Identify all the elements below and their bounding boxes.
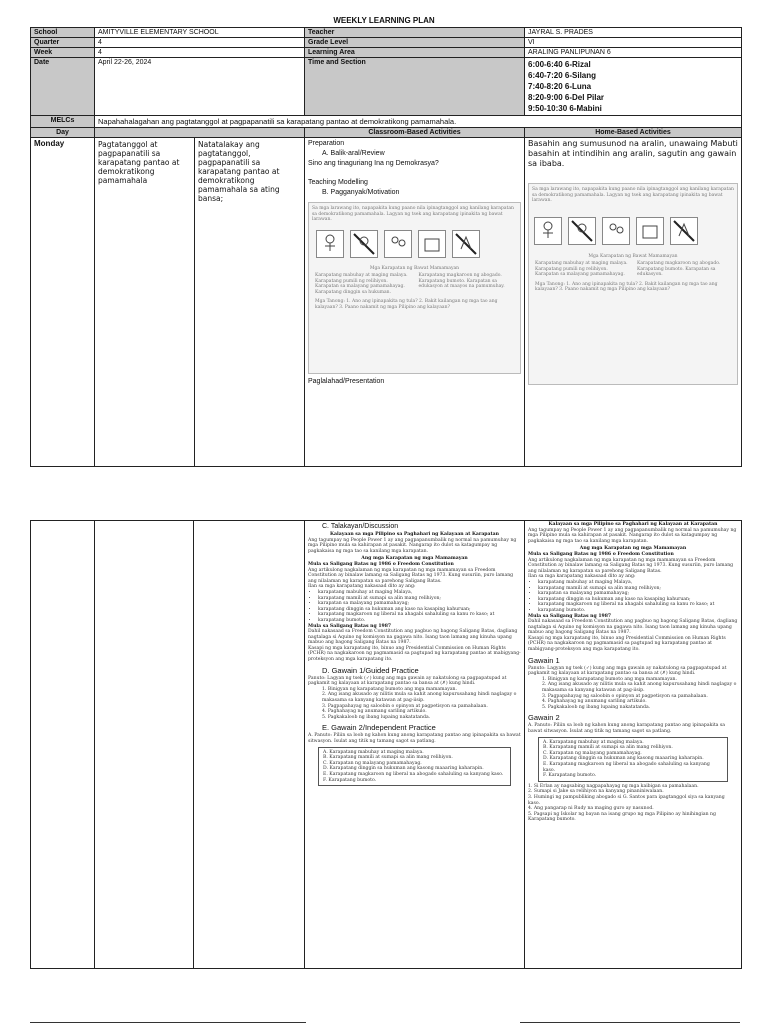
list-item: 5. Pagkakaloob ng ibang lupaing nakatatanda. xyxy=(322,714,431,720)
topic-text: Natatalakay ang pagtatanggol, pagpapanatili sa karapatang pantao at demokratikong pamamahala sa ating bansa; xyxy=(198,140,280,203)
bullets-lead: Ilan sa mga karapatang nakasaad dito ay ang: xyxy=(528,574,636,580)
list-item: F. Karapatang bumoto. xyxy=(323,777,377,783)
bullets-lead: Ilan sa mga karapatang nakasaad dito ay ang: xyxy=(308,584,416,590)
list-item: A. Karapatang mabuhay at maging malaya. xyxy=(323,749,424,755)
list-item: 1. Binigyan ng karapatang bumoto ang mga mamamayan. xyxy=(542,676,677,682)
list-item: • karapatan sa malayang pamamahayag; xyxy=(538,591,738,597)
list-item: 1. Si Erlan ay nagsabing nagpapahayag ng mga kaibigan sa pamahalaan. xyxy=(528,783,699,789)
article-subhead: Mula sa Saligang Batas ng 1987 xyxy=(528,613,612,619)
list-item: C. Karapatan ng malayang pamamahayag. xyxy=(543,750,642,756)
list-item: 5. Pagkakaloob ng ibang lupaing nakatatanda. xyxy=(542,704,651,710)
independent-directions: A. Panuto: Piliin sa loob ng kahon kung anong karapatang pantao ang ipinapakita sa bawat sitwasyon. Isulat ang titik ng tamang sagot sa patlang. xyxy=(528,723,725,734)
choices-box xyxy=(538,737,728,782)
school-value: AMITYVILLE ELEMENTARY SCHOOL xyxy=(95,28,305,38)
weekly-plan-table-page2 xyxy=(30,520,742,969)
worksheet-picture xyxy=(670,217,698,245)
melcs-text: Napahahalagahan ang pagtatanggol at pagpapanatili sa karapatang pantao at demokratikong pamamahala. xyxy=(95,116,742,128)
list-item: • karapatang mabuhay at maging Malaya, xyxy=(318,590,521,596)
guided-directions: Panuto: Lagyan ng tsek (✓) kung ang mga gawain ay nakatulong sa pagpapatupad at pagkamit ng kalayaan at karapatang pantao sa bansa at (✗) kung hindi. xyxy=(308,675,507,687)
day-cell-blank xyxy=(31,521,95,969)
list-item: • karapatang mamili at sumapi sa alin mang relihiyon; xyxy=(538,586,738,592)
worksheet-picture xyxy=(316,230,344,258)
area-label: Learning Area xyxy=(305,48,525,58)
list-item: B. Karapatang mamili at sumapi sa alin mang relihiyon. xyxy=(323,755,453,761)
article-paragraph: Ang artikulong nagkalaman ng mga karapatan ng mga mamamayan sa Freedom Constitution ay binalaw lamang sa Saligang Batas ng 1973. Kung susuriin, puro lamang ang nilalaman ng karapatan sa parehong Saligang Batas. xyxy=(308,567,514,584)
list-item: • karapatan sa malayang pamamahayag; xyxy=(318,601,521,607)
article-paragraph: Kasapi ng mga karapatang ito, binuo ang Presidential Commission on Human Rights (PCHR) na nagkakaroon ng pagmamasid sa pagtupad ng karapatang pantao at mabigyang-proteksyon ang mga karapatang ito. xyxy=(528,635,726,653)
list-item: C. Karapatan ng malayang pamamahayag. xyxy=(323,760,422,766)
list-item: • karapatang bumoto. xyxy=(538,608,738,614)
worksheet-picture xyxy=(452,230,480,258)
week-value: 4 xyxy=(95,48,305,58)
article-title: Kalayaan sa mga Pilipino sa Paghahari ng Kalayaan at Karapatan xyxy=(330,532,499,537)
worksheet-picture xyxy=(568,217,596,245)
worksheet-picture xyxy=(418,230,446,258)
preparation-heading: Preparation xyxy=(308,140,345,147)
worksheet-picture xyxy=(602,217,630,245)
list-item: • karapatang dinggin sa hukuman ang kaso na kasaping kahuruan; xyxy=(318,607,521,613)
list-item: • karapatang dinggin sa hukuman ang kaso na kasaping kahuruan; xyxy=(538,597,738,603)
rights-list xyxy=(308,590,521,624)
list-item: B. Karapatang mamili at sumapi sa alin mang relihiyon. xyxy=(543,745,673,751)
list-item: 2. Sumapi si Jake sa relihiyon na kanyang pinaniniwalaan. xyxy=(528,789,664,795)
article-intro: Ang tagumpay ng People Power 1 ay ang pagpapanumbalik ng normal na pamumuhay ng mga Pilipino mula sa kahirapan at pasakit. Nangarap ito dulot sa katagumpay ng pagkakaisa ng mga tao sa kanilang mga karapatan. xyxy=(308,537,517,554)
worksheet-picture xyxy=(384,230,412,258)
date-label: Date xyxy=(31,58,95,116)
list-item: 3. Pagpapahayag ng saloobin o opinyon at pagpetisyon sa pamahalaan. xyxy=(542,693,708,699)
list-item: • karapatang bumoto. xyxy=(318,618,521,624)
week-label: Week xyxy=(31,48,95,58)
guided-directions: Panuto: Lagyan ng tsek (✓) kung ang mga gawain ay nakatulong sa pagpapatupad at pagkamit ng kalayaan at karapatang pantao sa bansa at (✗) kung hindi. xyxy=(528,665,727,677)
article-intro: Ang tagumpay ng People Power 1 ay ang pagpapanumbalik ng normal na pamumuhay ng mga Pilipino mula sa kahirapan at pasakit. Nangarap ito dulot sa katagumpay ng pagkakaisa ng mga tao sa kanilang mga karapatan. xyxy=(528,527,737,544)
date-value: April 22-26, 2024 xyxy=(95,58,305,116)
article-subhead: Mula sa Saligang Batas ng 1987 xyxy=(308,623,392,629)
melcs-label: MELCs xyxy=(31,116,95,128)
guided-practice-item: D. Gawain 1/Guided Practice xyxy=(322,665,419,675)
time-slot: 6:00-6:40 6-Rizal xyxy=(528,60,591,69)
guided-items xyxy=(528,677,738,711)
home-activities xyxy=(525,138,742,467)
home-header: Home-Based Activities xyxy=(525,128,742,138)
home-gawain2-heading: Gawain 2 xyxy=(528,713,560,723)
objective-cells xyxy=(95,138,305,467)
article-paragraph: Kasapi ng mga karapatang ito, binuo ang Presidential Commission on Human Rights (PCHR) na nagkakaroon ng pagmamasid sa pagtupad ng karapatang pantao at mabigyang-proteksyon ang mga karapatang ito. xyxy=(308,645,521,663)
list-item: • karapatang mabuhay at maging Malaya, xyxy=(538,580,738,586)
time-slot: 8:20-9:00 6-Del Pilar xyxy=(528,93,605,102)
modelling-heading: Teaching Modelling xyxy=(308,179,368,186)
list-item: F. Karapatang bumoto. xyxy=(543,773,597,779)
list-item: • karapatang magkaroon ng liberal na ahagabi sahaluling sa kanu ro kaso; at xyxy=(318,612,521,618)
list-item: 5. Pagsapi ng Iskolar ng bayan na isang grupo ng mga Pilipino ay hinihingian ng Karapatang bumoto. xyxy=(528,811,716,823)
motivation-worksheet-image: Sa mga larawang ito, napapakita kung paano nila ipinagtanggol ang kanilang karapatan sa demokratikong pamamahala. Lagyan ng tsek ang karapatang ipinakita ng bawat larawan. Mga Karapatan ng Bawat Mamamayan Karapatang mabuhay at maging malaya. Karapatang pumili ng relihiyon. Karapatan sa malayang pamamahayag. Karapatang dinggin sa hukuman. Karapatang magkaroon ng abogado. Karapatang bumoto. Karapatan sa edukasyon at maayos na pamumuhay. Mga Tanong: 1. Ano ang ipinapakita ng tula? 2. Bakit kailangan ng mga tao ang kalayaan? 3. Paano nakamit ng mga Pilipino ang kalayaan? xyxy=(308,202,521,374)
home-article xyxy=(528,522,738,653)
quarter-label: Quarter xyxy=(31,38,95,48)
article-subhead: Ang mga Karapatan ng mga Mamamayan xyxy=(579,546,687,552)
discussion-item: C. Talakayan/Discussion xyxy=(322,523,399,530)
list-item: 4. Paghahayag ng anumang sariling artikulo. xyxy=(542,699,647,705)
home-worksheet-image: Sa mga larawang ito, napapakita kung paano nila ipinagtanggol ang kanilang karapatan sa demokratikong pamamahala. Lagyan ng tsek ang karapatang ipinakita ng bawat larawan. Mga Karapatan ng Bawat Mamamayan Karapatang mabuhay at maging malaya. Karapatang pumili ng relihiyon. Karapatan sa malayang pamamahayag. Karapatang magkaroon ng abogado. Karapatang bumoto. Karapatan sa edukasyon. Mga Tanong: 1. Ano ang ipinapakita ng tula? 2. Bakit kailangan ng mga tao ang kalayaan? 3. Paano nakamit ng mga Pilipino ang kalayaan? xyxy=(528,183,738,385)
grade-value: VI xyxy=(525,38,742,48)
review-question: Sino ang tinaguriang Ina ng Demokrasya? xyxy=(308,160,439,167)
rights-list xyxy=(528,580,738,614)
list-item: 3. Humingi ng pampubliking abogado si G. Santos para ipagtanggol siya sa kanyang kaso. xyxy=(528,794,725,806)
list-item: D. Karapatang dinggin sa hukuman ang kasong maaaring kaharapin. xyxy=(543,756,704,762)
school-label: School xyxy=(31,28,95,38)
home-gawain1-heading: Gawain 1 xyxy=(528,655,560,665)
motivation-item: B. Pagganyak/Motivation xyxy=(322,189,400,196)
list-item: 2. Ang isang akusado ay nilitis mula sa kahit anong kapurusahang hindi naglagay o makasama sa kanyang katawan at pag-iisip. xyxy=(542,682,737,694)
article-subhead: Ang mga Karapatan ng mga Mamamayan xyxy=(361,556,468,562)
article-subhead: Mula sa Saligang Batas ng 1986 o Freedom Constitution xyxy=(528,551,674,557)
time-list xyxy=(525,58,742,116)
objective-text: Pagtatanggol at pagpapanatili sa karapatang pantao at demokratikong pamamahala xyxy=(95,138,195,466)
list-item: • karapatang mamili at sumapi sa alin mang relihiyon; xyxy=(318,596,521,602)
home-instructions: Basahin ang sumusunod na aralin, unawaing Mabuti basahin at intindihin ang aralin, sagutin ang gawain sa ibaba. xyxy=(528,139,738,168)
discussion-article xyxy=(308,532,521,663)
list-item: E. Karapatang magkaroon ng liberal na abogado sahaluling sa kanyang kaso. xyxy=(543,761,710,773)
article-paragraph: Ang artikulong nagkalaman ng mga karapatan ng mga mamamayan sa Freedom Constitution ay binalaw lamang sa Saligang Batas ng 1973. Kung susuriin, puro lamang ang nilalaman ng karapatan sa parehong Saligang Batas. xyxy=(528,557,734,574)
presentation-heading: Paglalahad/Presentation xyxy=(308,378,385,385)
day-header: Day xyxy=(31,128,95,138)
signature-line xyxy=(520,1022,740,1023)
list-item: 3. Pagpapahayag ng saloobin o opinyon at pagpetisyon sa pamahalaan. xyxy=(322,703,488,709)
time-slot: 6:40-7:20 6-Silang xyxy=(528,71,597,80)
choices-box xyxy=(318,747,511,787)
quarter-value: 4 xyxy=(95,38,305,48)
worksheet-picture xyxy=(350,230,378,258)
list-item: E. Karapatang magkaroon ng liberal na abogado sahaluling sa kanyang kaso. xyxy=(323,771,504,777)
topic-cell-blank xyxy=(194,521,305,969)
page-title: WEEKLY LEARNING PLAN xyxy=(333,16,435,25)
list-item: D. Karapatang dinggin sa hukuman ang kasong maaaring kaharapin. xyxy=(323,766,484,772)
list-item: • karapatang magkaroon ng liberal na ahagabi sahaluling sa kanu ro kaso; at xyxy=(538,602,738,608)
list-item: 2. Ang isang akusado ay nilitis mula sa kahit anong kapurusahang hindi naglagay o makasama sa kanyang katawan at pag-iisip. xyxy=(322,692,517,704)
independent-directions: A. Panuto: Piliin sa loob ng kahon kung anong karapatang pantao ang ipinapakita sa bawat sitwasyon. Isulat ang titik ng tamang sagot sa patlang. xyxy=(308,733,521,744)
objective-cell-blank xyxy=(95,521,194,969)
teacher-label: Teacher xyxy=(305,28,525,38)
weekly-plan-table-page1 xyxy=(30,27,742,467)
time-slot: 9:50-10:30 6-Mabini xyxy=(528,104,602,113)
area-value: ARALING PANLIPUNAN 6 xyxy=(525,48,742,58)
article-title: Kalayaan sa mga Pilipino sa Paghahari ng Kalayaan at Karapatan xyxy=(548,522,718,527)
time-label: Time and Section xyxy=(305,58,525,116)
blank-header xyxy=(95,128,305,138)
classroom-activities-cont xyxy=(305,521,525,969)
list-item: 1. Binigyan ng karapatang bumoto ang mga mamamayan. xyxy=(322,686,457,692)
worksheet-picture xyxy=(534,217,562,245)
time-slot: 7:40-8:20 6-Luna xyxy=(528,82,592,91)
classroom-activities xyxy=(305,138,525,467)
list-item: 4. Paghahayag ng anumang sariling artikulo. xyxy=(322,709,427,715)
grade-label: Grade Level xyxy=(305,38,525,48)
review-item: A. Balik-aral/Review xyxy=(322,150,385,157)
guided-items xyxy=(308,687,521,721)
day-monday: Monday xyxy=(31,138,95,467)
teacher-value: JAYRAL S. PRADES xyxy=(525,28,742,38)
situation-items xyxy=(528,784,738,823)
article-paragraph: Dahil nakasaad sa Freedom Constitution ang pagbuo ng bagong Saligang Batas, dagliang nagtalaga si Aquino ng komisyon na gagawa nito. Isang taon lamang ang kinuha upang mabuo ang bagong Saligang Batas na 1987. xyxy=(308,629,518,646)
independent-practice-item: E. Gawain 2/Independent Practice xyxy=(322,723,436,733)
article-subhead: Mula sa Saligang Batas ng 1986 o Freedom Constitution xyxy=(308,561,454,567)
list-item: A. Karapatang mabuhay at maging malaya. xyxy=(543,739,644,745)
article-paragraph: Dahil nakasaad sa Freedom Constitution ang pagbuo ng bagong Saligang Batas, dagliang nagtalaga si Aquino ng komisyon na gagawa nito. Isang taon lamang ang kinuha upang mabuo ang bagong Saligang Batas na 1987. xyxy=(528,619,738,636)
home-activities-cont xyxy=(525,521,742,969)
signature-line xyxy=(30,1022,306,1023)
classroom-header: Classroom-Based Activities xyxy=(305,128,525,138)
list-item: 4. Ang pangarap ni Rudy na maging guro ay nasunod. xyxy=(528,806,654,812)
worksheet-picture xyxy=(636,217,664,245)
